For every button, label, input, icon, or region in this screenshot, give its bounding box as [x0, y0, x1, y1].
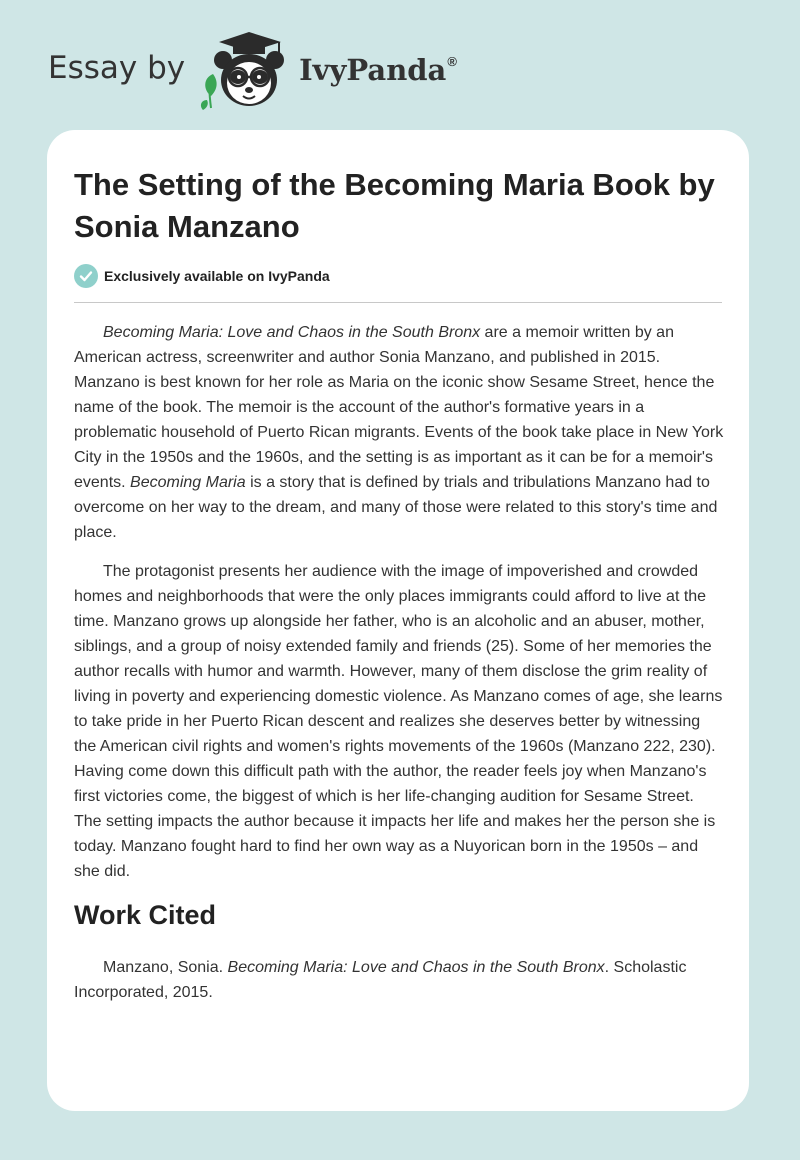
- citation: [74, 955, 724, 1005]
- divider: [74, 302, 722, 303]
- paragraph-1: [74, 320, 724, 545]
- essay-by-label: Essay by: [48, 50, 186, 86]
- paragraph-1-text-a: are a memoir written by an American actress, screenwriter and author Sonia Manzano, and published in 2015. Manzano is best known for her role as Maria on the iconic show Sesame Street, hence the name of the book. The memoir is the account of the author's formative years in a problematic household of Puerto Rican migrants. Events of the book take place in New York City in the 1950s and the 1960s, and the setting is as important as it can be for a memoir's events.: [74, 324, 724, 491]
- exclusive-label: Exclusively available on IvyPanda: [104, 268, 330, 284]
- citation-publisher: . Scholastic Incorporated, 2015.: [74, 959, 687, 1001]
- exclusive-badge: [74, 264, 330, 288]
- panda-logo-icon[interactable]: [199, 30, 295, 110]
- brand-name: IvyPanda: [299, 53, 447, 87]
- registered-mark: ®: [447, 54, 457, 69]
- site-header: [48, 30, 457, 110]
- citation-book-title: Becoming Maria: Love and Chaos in the South Bronx: [227, 959, 605, 976]
- works-cited-heading: Work Cited: [74, 900, 217, 930]
- book-title-italic: Becoming Maria: Love and Chaos in the South Bronx: [103, 324, 481, 341]
- citation-author: Manzano, Sonia.: [103, 959, 228, 976]
- paragraph-2: The protagonist presents her audience with the image of impoverished and crowded homes and neighborhoods that were the only places immigrants could afford to live at the time. Manzano grows up alongside her father, who is an alcoholic and an abuser, mother, siblings, and a group of noisy extended family and friends (25). Some of her memories the author recalls with humor and warmth. However, many of them disclose the grim reality of living in poverty and experiencing domestic violence. As Manzano comes of age, she learns to take pride in her Puerto Rican descent and realizes she deserves better by witnessing the American civil rights and women's rights movements of the 1960s (Manzano 222, 230). Having come down this difficult path with the author, the reader feels joy when Manzano's first victories come, the biggest of which is her life-changing audition for Sesame Street. The setting impacts the author because it impacts her life and makes her the person she is today. Manzano fought hard to find her own way as a Nuyorican born in the 1950s – and she did.: [74, 563, 723, 880]
- page-title: The Setting of the Becoming Maria Book by Sonia Manzano: [74, 167, 715, 244]
- essay-body: [74, 320, 724, 1005]
- leaf-icon: [201, 74, 217, 110]
- checkmark-icon: [74, 264, 98, 288]
- paragraph-1-text-b: is a story that is defined by trials and tribulations Manzano had to overcome on her way to the dream, and many of those were related to this story's time and place.: [74, 474, 718, 541]
- book-title-italic-short: Becoming Maria: [130, 474, 246, 491]
- ivypanda-wordmark[interactable]: [299, 53, 457, 87]
- essay-card: [47, 130, 749, 1111]
